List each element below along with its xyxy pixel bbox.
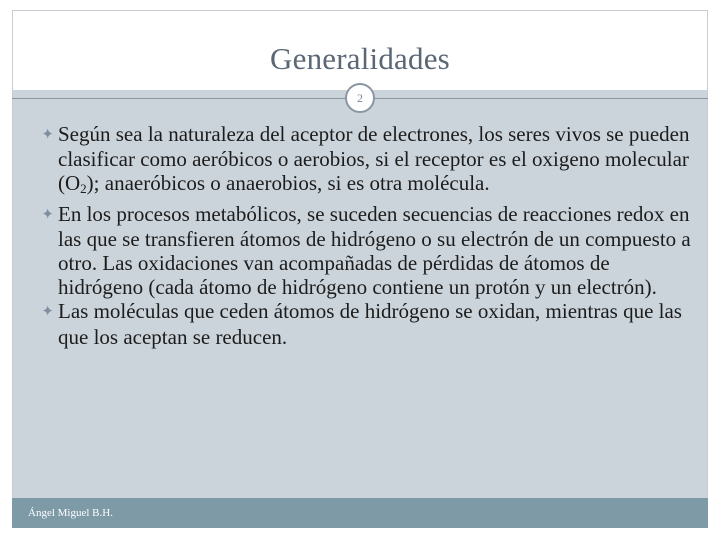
bullet-text: Las moléculas que ceden átomos de hidrógeno se oxidan, mientras que las que los aceptan se reducen. bbox=[58, 299, 682, 349]
list-item bbox=[24, 299, 696, 348]
bullet-subscript: 2 bbox=[80, 181, 87, 197]
slide-header bbox=[12, 10, 708, 90]
list-item bbox=[24, 202, 696, 300]
sparkle-bullet-icon: ✦ bbox=[41, 127, 54, 143]
bullet-text: En los procesos metabólicos, se suceden secuencias de reacciones redox en las que se transfieren átomos de hidrógeno o su electrón de un compuesto a otro. Las oxidaciones van acompañadas de pérdidas de átomos de hidrógeno (cada átomo de hidrógeno contiene un protón y un electrón). bbox=[58, 201, 691, 300]
slide-title: Generalidades bbox=[270, 41, 450, 76]
bullet-text-continued: ); anaeróbicos o anaerobios, si es otra molécula. bbox=[86, 171, 490, 196]
slide-footer bbox=[12, 498, 708, 528]
page-number-badge: 2 bbox=[345, 83, 375, 113]
bullet-text: Según sea la naturaleza del aceptor de electrones, los seres vivos se pueden clasificar como aeróbicos o aerobios, si el receptor es el oxigeno molecular (O bbox=[58, 122, 690, 196]
bullet-list bbox=[24, 122, 696, 349]
list-item bbox=[24, 122, 696, 202]
footer-author: Ángel Miguel B.H. bbox=[28, 507, 113, 519]
sparkle-bullet-icon: ✦ bbox=[41, 206, 54, 223]
sparkle-bullet-icon: ✦ bbox=[41, 304, 54, 321]
